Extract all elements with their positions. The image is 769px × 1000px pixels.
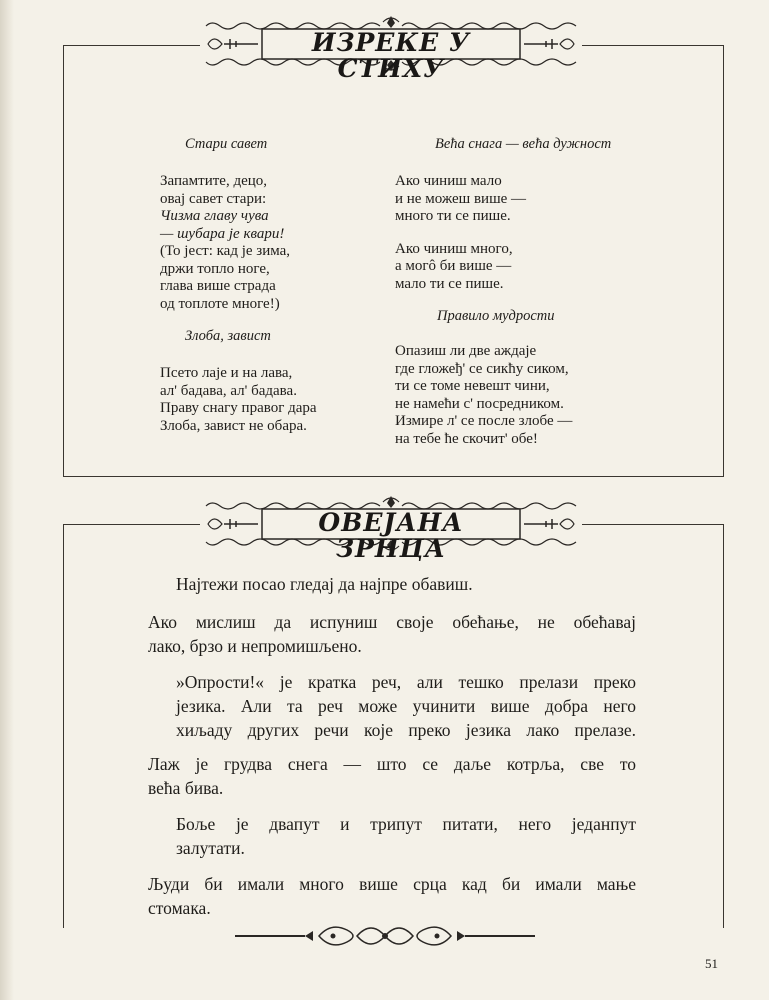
saying-line: Боље је двапут и трипут питати, него једанпут (176, 814, 636, 834)
poem-line: Чизма главу чува (160, 208, 269, 224)
page-number: 51 (705, 956, 718, 971)
poem-title: Правило мудрости (437, 308, 555, 324)
section-banner-proverbs (200, 14, 582, 83)
page-edge-shadow (0, 0, 14, 1000)
saying-line: језика. Али та реч може учинити више добра него (176, 696, 636, 716)
saying-line: већа бива. (148, 778, 224, 798)
saying-paragraph (148, 752, 636, 800)
saying-line: хиљаду других речи које преко језика лако прелазе. (176, 720, 636, 740)
poem-line: Праву снагу правог дара (160, 400, 317, 416)
poem-line: глава више страда (160, 278, 276, 294)
poem-line: много ти се пише. (395, 208, 511, 224)
poem-line: Измире л' се после злобе — (395, 413, 573, 429)
saying-line: стомака. (148, 898, 211, 918)
saying-paragraph (148, 812, 636, 860)
poem-line: овај савет стари: (160, 190, 267, 207)
poem-line: Ако чиниш мало (395, 173, 502, 189)
poem-line: мало ти се пише. (395, 275, 504, 292)
poem-line: ал' бадава, ал' бадава. (160, 382, 297, 399)
saying-paragraph (148, 872, 636, 920)
poems-right-column (395, 136, 645, 448)
poem-title: Стари савет (185, 136, 268, 152)
poem-line: Опазиш ли две аждаје (395, 343, 537, 359)
frame-top-left-line (63, 524, 203, 525)
bottom-ornament-icon (235, 918, 535, 954)
poem-line: Запамтите, децо, (160, 173, 268, 189)
poem-line: а могô би више — (395, 258, 512, 274)
poems-left-column (160, 136, 375, 435)
poem-line: ти се томе невешт чини, (395, 378, 550, 394)
poem-line: и не можеш више — (395, 190, 527, 207)
poem-line: од топлоте многе!) (160, 295, 280, 312)
saying-line: Лаж је грудва снега — што се даље котрља, све то (148, 754, 636, 774)
saying-line: »Опрости!« је кратка реч, али тешко прелази преко (176, 672, 636, 692)
poem-line: Ако чиниш много, (395, 240, 513, 257)
poem-line: (То јест: кад је зима, (160, 243, 291, 259)
section-banner-sayings (200, 494, 582, 563)
frame-top-right-line (580, 45, 722, 46)
poem-title: Већа снага — већа дужност (435, 136, 612, 152)
saying-line: Најтежи посао гледај да најпре обавиш. (176, 574, 473, 594)
poem-title: Злоба, завист (185, 328, 271, 344)
poem-line: — шубара је квари! (160, 225, 285, 242)
poem-line: на тебе ће скочит' обе! (395, 430, 538, 447)
frame-top-left-line (63, 45, 203, 46)
saying-paragraph (148, 610, 636, 658)
frame-top-right-line (580, 524, 722, 525)
poem-line: Псето лаје и на лава, (160, 365, 293, 381)
poem-line: не намећи с' посредником. (395, 395, 564, 412)
section-title-proverbs: ИЗРЕКЕ У СТИХУ (311, 28, 471, 83)
saying-line: залутати. (176, 838, 245, 858)
poem-line: Злоба, завист не обара. (160, 417, 307, 434)
saying-paragraph (148, 572, 636, 596)
poem-line: држи топло ноге, (160, 260, 270, 277)
saying-paragraph (148, 670, 636, 742)
saying-line: Ако мислиш да испуниш своје обећање, не обећавај (148, 612, 636, 632)
saying-line: Људи би имали много више срца кад би имали мање (148, 874, 636, 894)
saying-line: лако, брзо и непромишљено. (148, 636, 362, 656)
poem-line: где гложеђ' се сикћу сиком, (395, 360, 569, 377)
section-title-sayings: ОВЕЈАНА ЗРНЦА (318, 508, 464, 563)
